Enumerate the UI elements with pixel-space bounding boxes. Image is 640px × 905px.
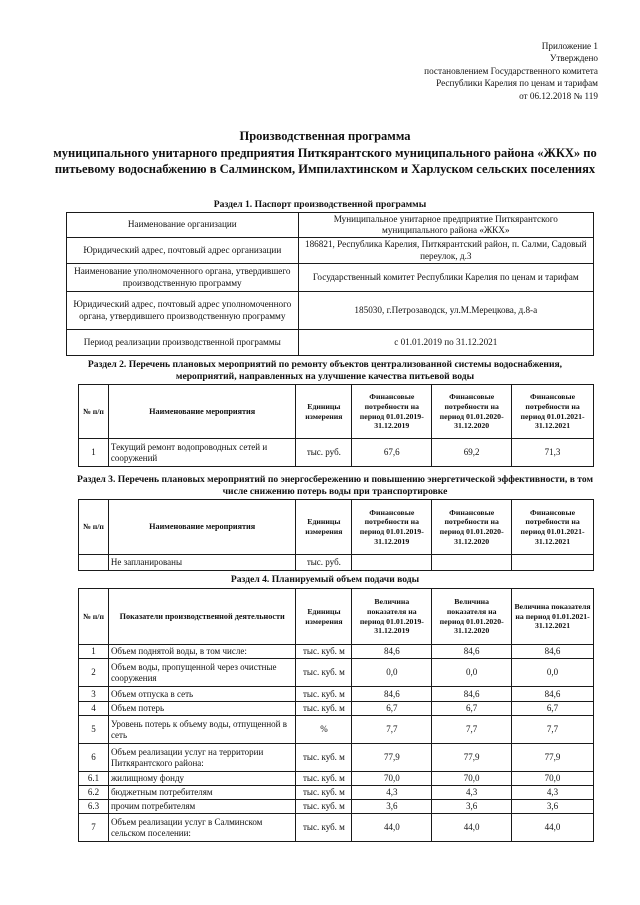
cell-name: бюджетным потребителям xyxy=(108,786,296,800)
cell-value-2020: 44,0 xyxy=(432,814,512,842)
cell-value-2019 xyxy=(352,555,432,571)
col-unit: Единицы измерения xyxy=(296,589,352,645)
cell-value-2021 xyxy=(512,555,594,571)
table-row xyxy=(79,439,594,467)
approved-label: Утверждено xyxy=(549,53,598,64)
table-header-row xyxy=(79,500,594,555)
passport-label: Наименование уполномоченного органа, утвердившего производственную программу xyxy=(67,264,299,292)
cell-num: 1 xyxy=(79,439,109,467)
cell-value-2019: 84,6 xyxy=(352,687,432,702)
energy-measures-table xyxy=(78,499,594,571)
water-supply-table xyxy=(78,588,594,842)
cell-value-2020: 7,7 xyxy=(432,716,512,744)
cell-value-2020: 6,7 xyxy=(432,702,512,716)
table-row xyxy=(79,687,594,702)
col-unit: Единицы измерения xyxy=(296,500,352,555)
passport-table xyxy=(66,212,594,356)
cell-num: 5 xyxy=(79,716,109,744)
cell-name: прочим потребителям xyxy=(108,800,296,814)
col-period-2019: Величина показателя на период 01.01.2019-31.12.2019 xyxy=(352,589,432,645)
cell-value-2019: 44,0 xyxy=(352,814,432,842)
cell-value-2019: 77,9 xyxy=(352,744,432,772)
col-num: № п/п xyxy=(79,385,109,439)
col-period-2020: Финансовые потребности на период 01.01.2020-31.12.2020 xyxy=(432,385,512,439)
passport-value: Муниципальное унитарное предприятие Питкярантского муниципального района «ЖКХ» xyxy=(298,213,593,238)
approval-date: от 06.12.2018 № 119 xyxy=(519,90,598,101)
table-row xyxy=(79,555,594,571)
cell-num: 3 xyxy=(79,687,109,702)
cell-num xyxy=(79,555,109,571)
cell-unit: тыс. куб. м xyxy=(296,687,352,702)
cell-num: 6.3 xyxy=(79,800,109,814)
col-period-2020: Финансовые потребности на период 01.01.2020-31.12.2020 xyxy=(432,500,512,555)
cell-value-2019: 70,0 xyxy=(352,772,432,786)
table-row xyxy=(67,330,594,356)
col-period-2021: Финансовые потребности на период 01.01.2021-31.12.2021 xyxy=(512,385,594,439)
cell-num: 2 xyxy=(79,659,109,687)
cell-value-2021: 4,3 xyxy=(512,786,594,800)
cell-value-2020: 70,0 xyxy=(432,772,512,786)
table-row xyxy=(67,238,594,264)
title-main: Производственная программа xyxy=(239,129,411,143)
cell-value-2021: 0,0 xyxy=(512,659,594,687)
table-row xyxy=(67,264,594,292)
cell-value-2021: 84,6 xyxy=(512,687,594,702)
cell-unit: тыс. куб. м xyxy=(296,814,352,842)
cell-value-2021: 6,7 xyxy=(512,702,594,716)
cell-value-2019: 7,7 xyxy=(352,716,432,744)
col-period-2021: Финансовые потребности на период 01.01.2021-31.12.2021 xyxy=(512,500,594,555)
cell-num: 6.2 xyxy=(79,786,109,800)
cell-value-2021: 77,9 xyxy=(512,744,594,772)
cell-name: Объем поднятой воды, в том числе: xyxy=(108,645,296,659)
section1-heading: Раздел 1. Паспорт производственной программы xyxy=(213,199,427,210)
cell-name: Объем реализации услуг в Салминском сельском поселении: xyxy=(108,814,296,842)
title-sub: муниципального унитарного предприятия Питкярантского муниципального района «ЖКХ» по питьевому водоснабжению в Салминском, Импилахтинском и Харлуском сельских поселениях xyxy=(53,146,597,176)
cell-value-2021: 84,6 xyxy=(512,645,594,659)
table-row xyxy=(79,659,594,687)
approved-by-line-2: Республики Карелия по ценам и тарифам xyxy=(436,78,598,89)
cell-value-2019: 84,6 xyxy=(352,645,432,659)
cell-value-2020: 84,6 xyxy=(432,645,512,659)
table-header-row xyxy=(79,385,594,439)
col-period-2019: Финансовые потребности на период 01.01.2019-31.12.2019 xyxy=(352,500,432,555)
cell-unit: тыс. куб. м xyxy=(296,786,352,800)
cell-value-2021: 44,0 xyxy=(512,814,594,842)
table-row xyxy=(79,702,594,716)
cell-value-2019: 0,0 xyxy=(352,659,432,687)
table-header-row xyxy=(79,589,594,645)
cell-value-2020: 69,2 xyxy=(432,439,512,467)
cell-unit: тыс. куб. м xyxy=(296,744,352,772)
approval-block xyxy=(338,40,598,102)
cell-value-2019: 4,3 xyxy=(352,786,432,800)
document-title xyxy=(40,128,610,177)
repair-measures-table xyxy=(78,384,594,467)
cell-num: 1 xyxy=(79,645,109,659)
col-unit: Единицы измерения xyxy=(296,385,352,439)
cell-unit: тыс. куб. м xyxy=(296,772,352,786)
passport-label: Период реализации производственной программы xyxy=(67,330,299,356)
cell-value-2020: 3,6 xyxy=(432,800,512,814)
passport-value: с 01.01.2019 по 31.12.2021 xyxy=(298,330,593,356)
passport-value: Государственный комитет Республики Карелия по ценам и тарифам xyxy=(298,264,593,292)
cell-name: Уровень потерь к объему воды, отпущенной в сеть xyxy=(108,716,296,744)
table-row xyxy=(79,786,594,800)
cell-value-2020 xyxy=(432,555,512,571)
cell-num: 6 xyxy=(79,744,109,772)
col-period-2020: Величина показателя на период 01.01.2020-31.12.2020 xyxy=(432,589,512,645)
section3-heading: Раздел 3. Перечень плановых мероприятий по энергосбережению и повышению энергетической эффективности, в том числе снижению потерь воды при транспортировке xyxy=(76,474,594,497)
cell-name: Объем реализации услуг на территории Питкярантского района: xyxy=(108,744,296,772)
cell-unit: тыс. куб. м xyxy=(296,800,352,814)
col-period-2021: Величина показателя на период 01.01.2021-31.12.2021 xyxy=(512,589,594,645)
cell-name: Объем потерь xyxy=(108,702,296,716)
cell-value-2019: 6,7 xyxy=(352,702,432,716)
cell-name: Не запланированы xyxy=(108,555,295,571)
cell-unit: тыс. руб. xyxy=(296,555,352,571)
cell-name: Текущий ремонт водопроводных сетей и сооружений xyxy=(108,439,295,467)
passport-label: Наименование организации xyxy=(67,213,299,238)
table-row xyxy=(67,213,594,238)
appendix-label: Приложение 1 xyxy=(541,41,598,51)
cell-unit: тыс. руб. xyxy=(296,439,352,467)
cell-value-2020: 0,0 xyxy=(432,659,512,687)
cell-value-2021: 3,6 xyxy=(512,800,594,814)
cell-value-2021: 71,3 xyxy=(512,439,594,467)
table-row xyxy=(79,800,594,814)
approved-by-line: постановлением Государственного комитета xyxy=(424,65,598,76)
cell-name: Объем отпуска в сеть xyxy=(108,687,296,702)
col-name: Наименование мероприятия xyxy=(108,385,295,439)
cell-name: Объем воды, пропущенной через очистные сооружения xyxy=(108,659,296,687)
cell-num: 7 xyxy=(79,814,109,842)
cell-unit: тыс. куб. м xyxy=(296,659,352,687)
cell-value-2021: 70,0 xyxy=(512,772,594,786)
passport-label: Юридический адрес, почтовый адрес уполномоченного органа, утвердившего производственную программу xyxy=(67,292,299,330)
col-name: Наименование мероприятия xyxy=(108,500,295,555)
table-row xyxy=(67,292,594,330)
passport-value: 185030, г.Петрозаводск, ул.М.Мерецкова, д.8-а xyxy=(298,292,593,330)
cell-num: 4 xyxy=(79,702,109,716)
col-num: № п/п xyxy=(79,500,109,555)
cell-name: жилищному фонду xyxy=(108,772,296,786)
table-row xyxy=(79,772,594,786)
passport-value: 186821, Республика Карелия, Питкярантский район, п. Салми, Садовый переулок, д.3 xyxy=(298,238,593,264)
section2-heading: Раздел 2. Перечень плановых мероприятий по ремонту объектов централизованной системы водоснабжения, мероприятий, направленных на улучшение качества питьевой воды xyxy=(87,359,563,382)
cell-value-2020: 84,6 xyxy=(432,687,512,702)
passport-label: Юридический адрес, почтовый адрес организации xyxy=(67,238,299,264)
cell-unit: тыс. куб. м xyxy=(296,645,352,659)
col-num: № п/п xyxy=(79,589,109,645)
cell-unit: тыс. куб. м xyxy=(296,702,352,716)
cell-value-2020: 77,9 xyxy=(432,744,512,772)
col-name: Показатели производственной деятельности xyxy=(108,589,296,645)
col-period-2019: Финансовые потребности на период 01.01.2019-31.12.2019 xyxy=(352,385,432,439)
table-row xyxy=(79,645,594,659)
cell-value-2019: 3,6 xyxy=(352,800,432,814)
cell-value-2020: 4,3 xyxy=(432,786,512,800)
cell-unit: % xyxy=(296,716,352,744)
table-row xyxy=(79,814,594,842)
cell-num: 6.1 xyxy=(79,772,109,786)
section4-heading: Раздел 4. Планируемый объем подачи воды xyxy=(230,574,420,585)
table-row xyxy=(79,716,594,744)
cell-value-2019: 67,6 xyxy=(352,439,432,467)
cell-value-2021: 7,7 xyxy=(512,716,594,744)
table-row xyxy=(79,744,594,772)
